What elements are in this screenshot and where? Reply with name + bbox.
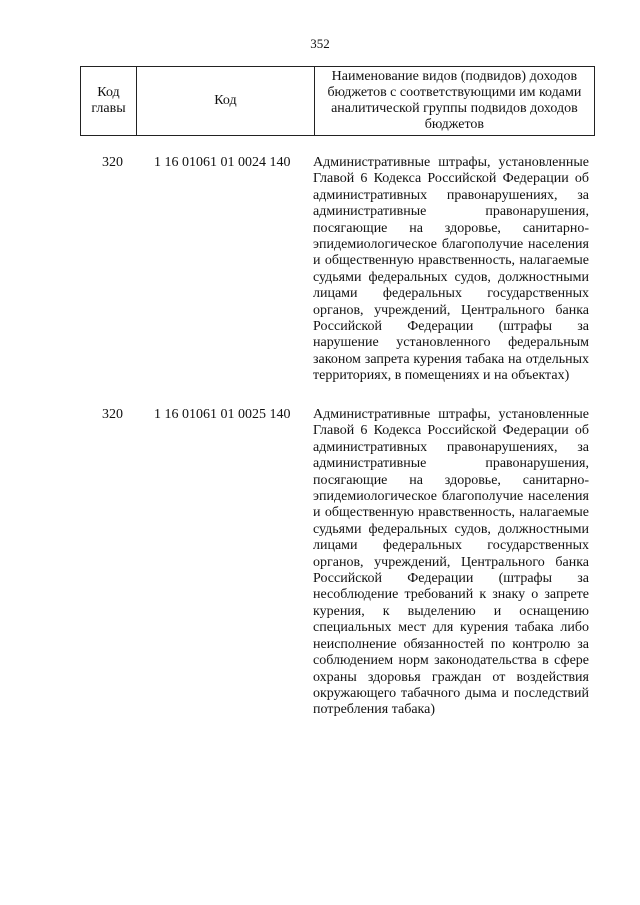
page-number: 352	[310, 36, 330, 51]
header-naimenovanie: Наименование видов (подвидов) доходов бюджетов с соответствующими им кодами аналитической группы подвидов доходов бюджетов	[314, 67, 594, 136]
row-kod: 1 16 01061 01 0025 140	[154, 407, 291, 422]
row-naimenovanie: Административные штрафы, установленные Главой 6 Кодекса Российской Федерации об административных правонарушениях, за административные правонарушения, посягающие на здоровье, санитарно-эпидемиологическое благополучие населения и общественную нравственность, налагаемые судьями федеральных судов, должностными лицами федеральных государственных органов, учреждений, Центрального банка Российской Федерации (штрафы за несоблюдение требований к знаку о запрете курения, к выделению и оснащению специальных мест для курения табака либо неисполнение обязанностей по контролю за соблюдением норм законодательства в сфере охраны здоровья граждан от воздействия окружающего табачного дыма и последствий потребления табака)	[313, 407, 589, 718]
row-kod-glavy: 320	[102, 155, 123, 170]
header-kod-glavy: Код главы	[81, 67, 137, 136]
row-kod-glavy: 320	[102, 407, 123, 422]
table-header	[80, 66, 595, 136]
row-kod: 1 16 01061 01 0024 140	[154, 155, 291, 170]
header-kod: Код	[136, 67, 314, 136]
row-naimenovanie: Административные штрафы, установленные Главой 6 Кодекса Российской Федерации об административных правонарушениях, за административные правонарушения, посягающие на здоровье, санитарно-эпидемиологическое благополучие населения и общественную нравственность, налагаемые судьями федеральных судов, должностными лицами федеральных государственных органов, учреждений, Центрального банка Российской Федерации (штрафы за нарушение установленного федеральным законом запрета курения табака на отдельных территориях, в помещениях и на объектах)	[313, 155, 589, 384]
table-header-row	[81, 67, 595, 136]
